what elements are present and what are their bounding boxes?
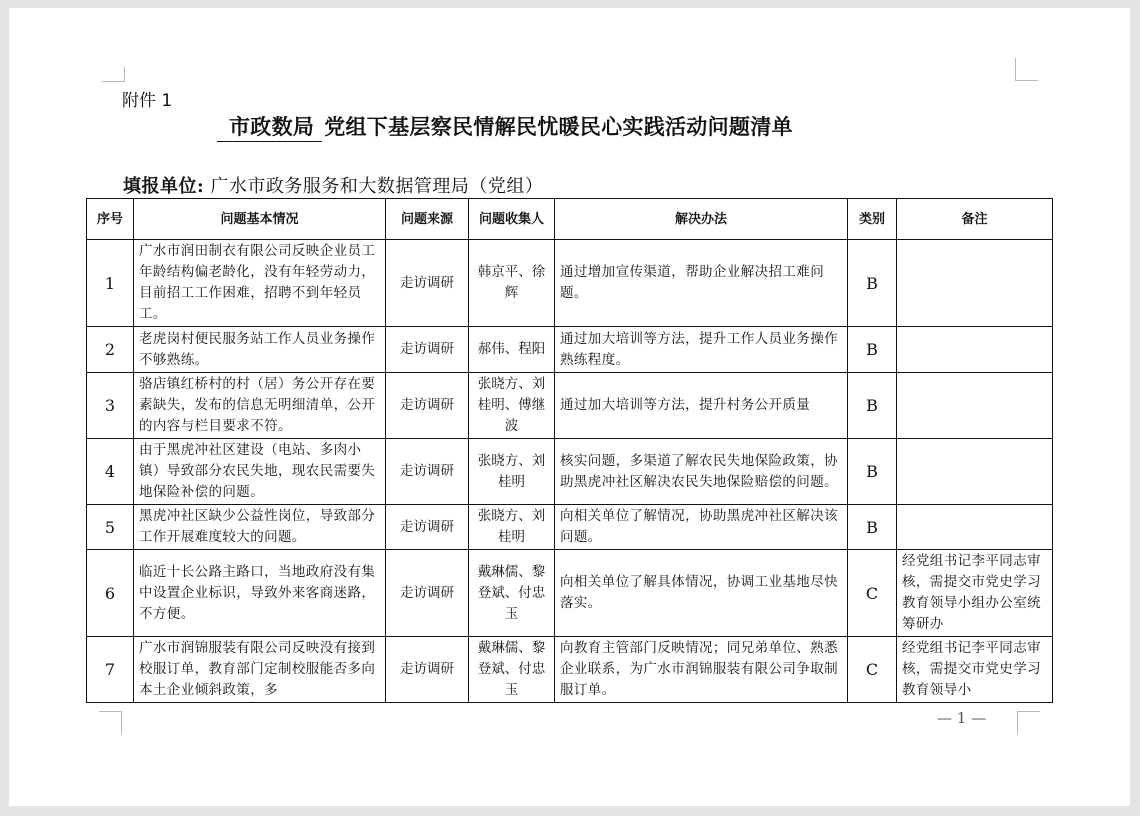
reporting-unit <box>123 172 543 198</box>
table-row <box>87 373 1053 439</box>
table-row <box>87 240 1053 327</box>
issue-table <box>86 198 1053 703</box>
cell-note <box>897 327 1053 373</box>
cell-solution: 向教育主管部门反映情况；同兄弟单位、熟悉企业联系，为广水市润锦服装有限公司争取制服订单。 <box>555 637 848 703</box>
header-seq: 序号 <box>87 199 134 240</box>
reporting-unit-label: 填报单位: <box>123 176 205 197</box>
title-underlined-unit: 市政数局 <box>217 111 322 142</box>
cell-note <box>897 505 1053 550</box>
cell-source: 走访调研 <box>386 373 469 439</box>
cell-category: B <box>848 439 897 505</box>
header-source: 问题来源 <box>386 199 469 240</box>
cell-collector: 张晓方、刘桂明 <box>469 439 555 505</box>
cell-category: B <box>848 327 897 373</box>
cell-solution: 通过增加宣传渠道，帮助企业解决招工难问题。 <box>555 240 848 327</box>
cell-seq: 5 <box>87 505 134 550</box>
cell-note: 经党组书记李平同志审核，需提交市党史学习教育领导小组办公室统筹研办 <box>897 550 1053 637</box>
cell-problem: 骆店镇红桥村的村（居）务公开存在要素缺失，发布的信息无明细清单，公开的内容与栏目要求不符。 <box>134 373 386 439</box>
crop-mark-top-left <box>102 67 125 82</box>
cell-source: 走访调研 <box>386 550 469 637</box>
table-row <box>87 637 1053 703</box>
cell-source: 走访调研 <box>386 439 469 505</box>
cell-category: C <box>848 637 897 703</box>
document-title <box>217 111 793 142</box>
cell-solution: 向相关单位了解情况，协助黑虎冲社区解决该问题。 <box>555 505 848 550</box>
cell-category: B <box>848 240 897 327</box>
table-row <box>87 439 1053 505</box>
table-row <box>87 327 1053 373</box>
header-problem: 问题基本情况 <box>134 199 386 240</box>
cell-collector: 郝伟、程阳 <box>469 327 555 373</box>
cell-solution: 通过加大培训等方法，提升村务公开质量 <box>555 373 848 439</box>
crop-mark-bottom-left <box>99 711 122 734</box>
cell-note <box>897 439 1053 505</box>
header-solution: 解决办法 <box>555 199 848 240</box>
cell-collector: 张晓方、刘桂明、傅继波 <box>469 373 555 439</box>
cell-problem: 广水市润田制衣有限公司反映企业员工年龄结构偏老龄化，没有年轻劳动力，目前招工工作困难，招聘不到年轻员工。 <box>134 240 386 327</box>
cell-problem: 黑虎冲社区缺少公益性岗位，导致部分工作开展难度较大的问题。 <box>134 505 386 550</box>
cell-source: 走访调研 <box>386 505 469 550</box>
cell-seq: 3 <box>87 373 134 439</box>
crop-mark-top-right <box>1015 58 1038 81</box>
table-row <box>87 550 1053 637</box>
cell-problem: 临近十长公路主路口，当地政府没有集中设置企业标识，导致外来客商迷路，不方便。 <box>134 550 386 637</box>
cell-collector: 韩京平、徐辉 <box>469 240 555 327</box>
cell-note <box>897 240 1053 327</box>
crop-mark-bottom-right <box>1017 711 1040 734</box>
cell-collector: 戴琳儒、黎登斌、付忠玉 <box>469 637 555 703</box>
header-collector: 问题收集人 <box>469 199 555 240</box>
cell-category: B <box>848 373 897 439</box>
table-row <box>87 505 1053 550</box>
cell-problem <box>134 637 386 703</box>
cell-note <box>897 637 1053 703</box>
page-number: — 1 — <box>937 709 987 727</box>
cell-seq: 2 <box>87 327 134 373</box>
cell-seq: 7 <box>87 637 134 703</box>
cell-note-text: 经党组书记李平同志审核，需提交市党史学习教育领导小 <box>902 640 1041 698</box>
cell-solution: 向相关单位了解具体情况，协调工业基地尽快落实。 <box>555 550 848 637</box>
cell-category: C <box>848 550 897 637</box>
cell-problem-text: 广水市润锦服装有限公司反映没有接到校服订单，教育部门定制校服能否多向本土企业倾斜政策，多 <box>139 640 376 698</box>
attachment-label: 附件 1 <box>122 91 173 111</box>
reporting-unit-value: 广水市政务服务和大数据管理局（党组） <box>210 176 544 197</box>
document-page <box>9 8 1130 806</box>
cell-source: 走访调研 <box>386 327 469 373</box>
title-text: 党组下基层察民情解民忧暖民心实践活动问题清单 <box>324 114 793 139</box>
cell-solution: 核实问题，多渠道了解农民失地保险政策，协助黑虎冲社区解决农民失地保险赔偿的问题。 <box>555 439 848 505</box>
cell-collector: 张晓方、刘桂明 <box>469 505 555 550</box>
cell-seq: 1 <box>87 240 134 327</box>
cell-solution: 通过加大培训等方法，提升工作人员业务操作熟练程度。 <box>555 327 848 373</box>
header-note: 备注 <box>897 199 1053 240</box>
table-header-row <box>87 199 1053 240</box>
cell-problem: 老虎岗村便民服务站工作人员业务操作不够熟练。 <box>134 327 386 373</box>
cell-seq: 6 <box>87 550 134 637</box>
cell-source: 走访调研 <box>386 637 469 703</box>
cell-note <box>897 373 1053 439</box>
cell-problem: 由于黑虎冲社区建设（电站、多肉小镇）导致部分农民失地，现农民需要失地保险补偿的问题。 <box>134 439 386 505</box>
cell-seq: 4 <box>87 439 134 505</box>
cell-collector: 戴琳儒、黎登斌、付忠玉 <box>469 550 555 637</box>
header-category: 类别 <box>848 199 897 240</box>
cell-category: B <box>848 505 897 550</box>
cell-source: 走访调研 <box>386 240 469 327</box>
